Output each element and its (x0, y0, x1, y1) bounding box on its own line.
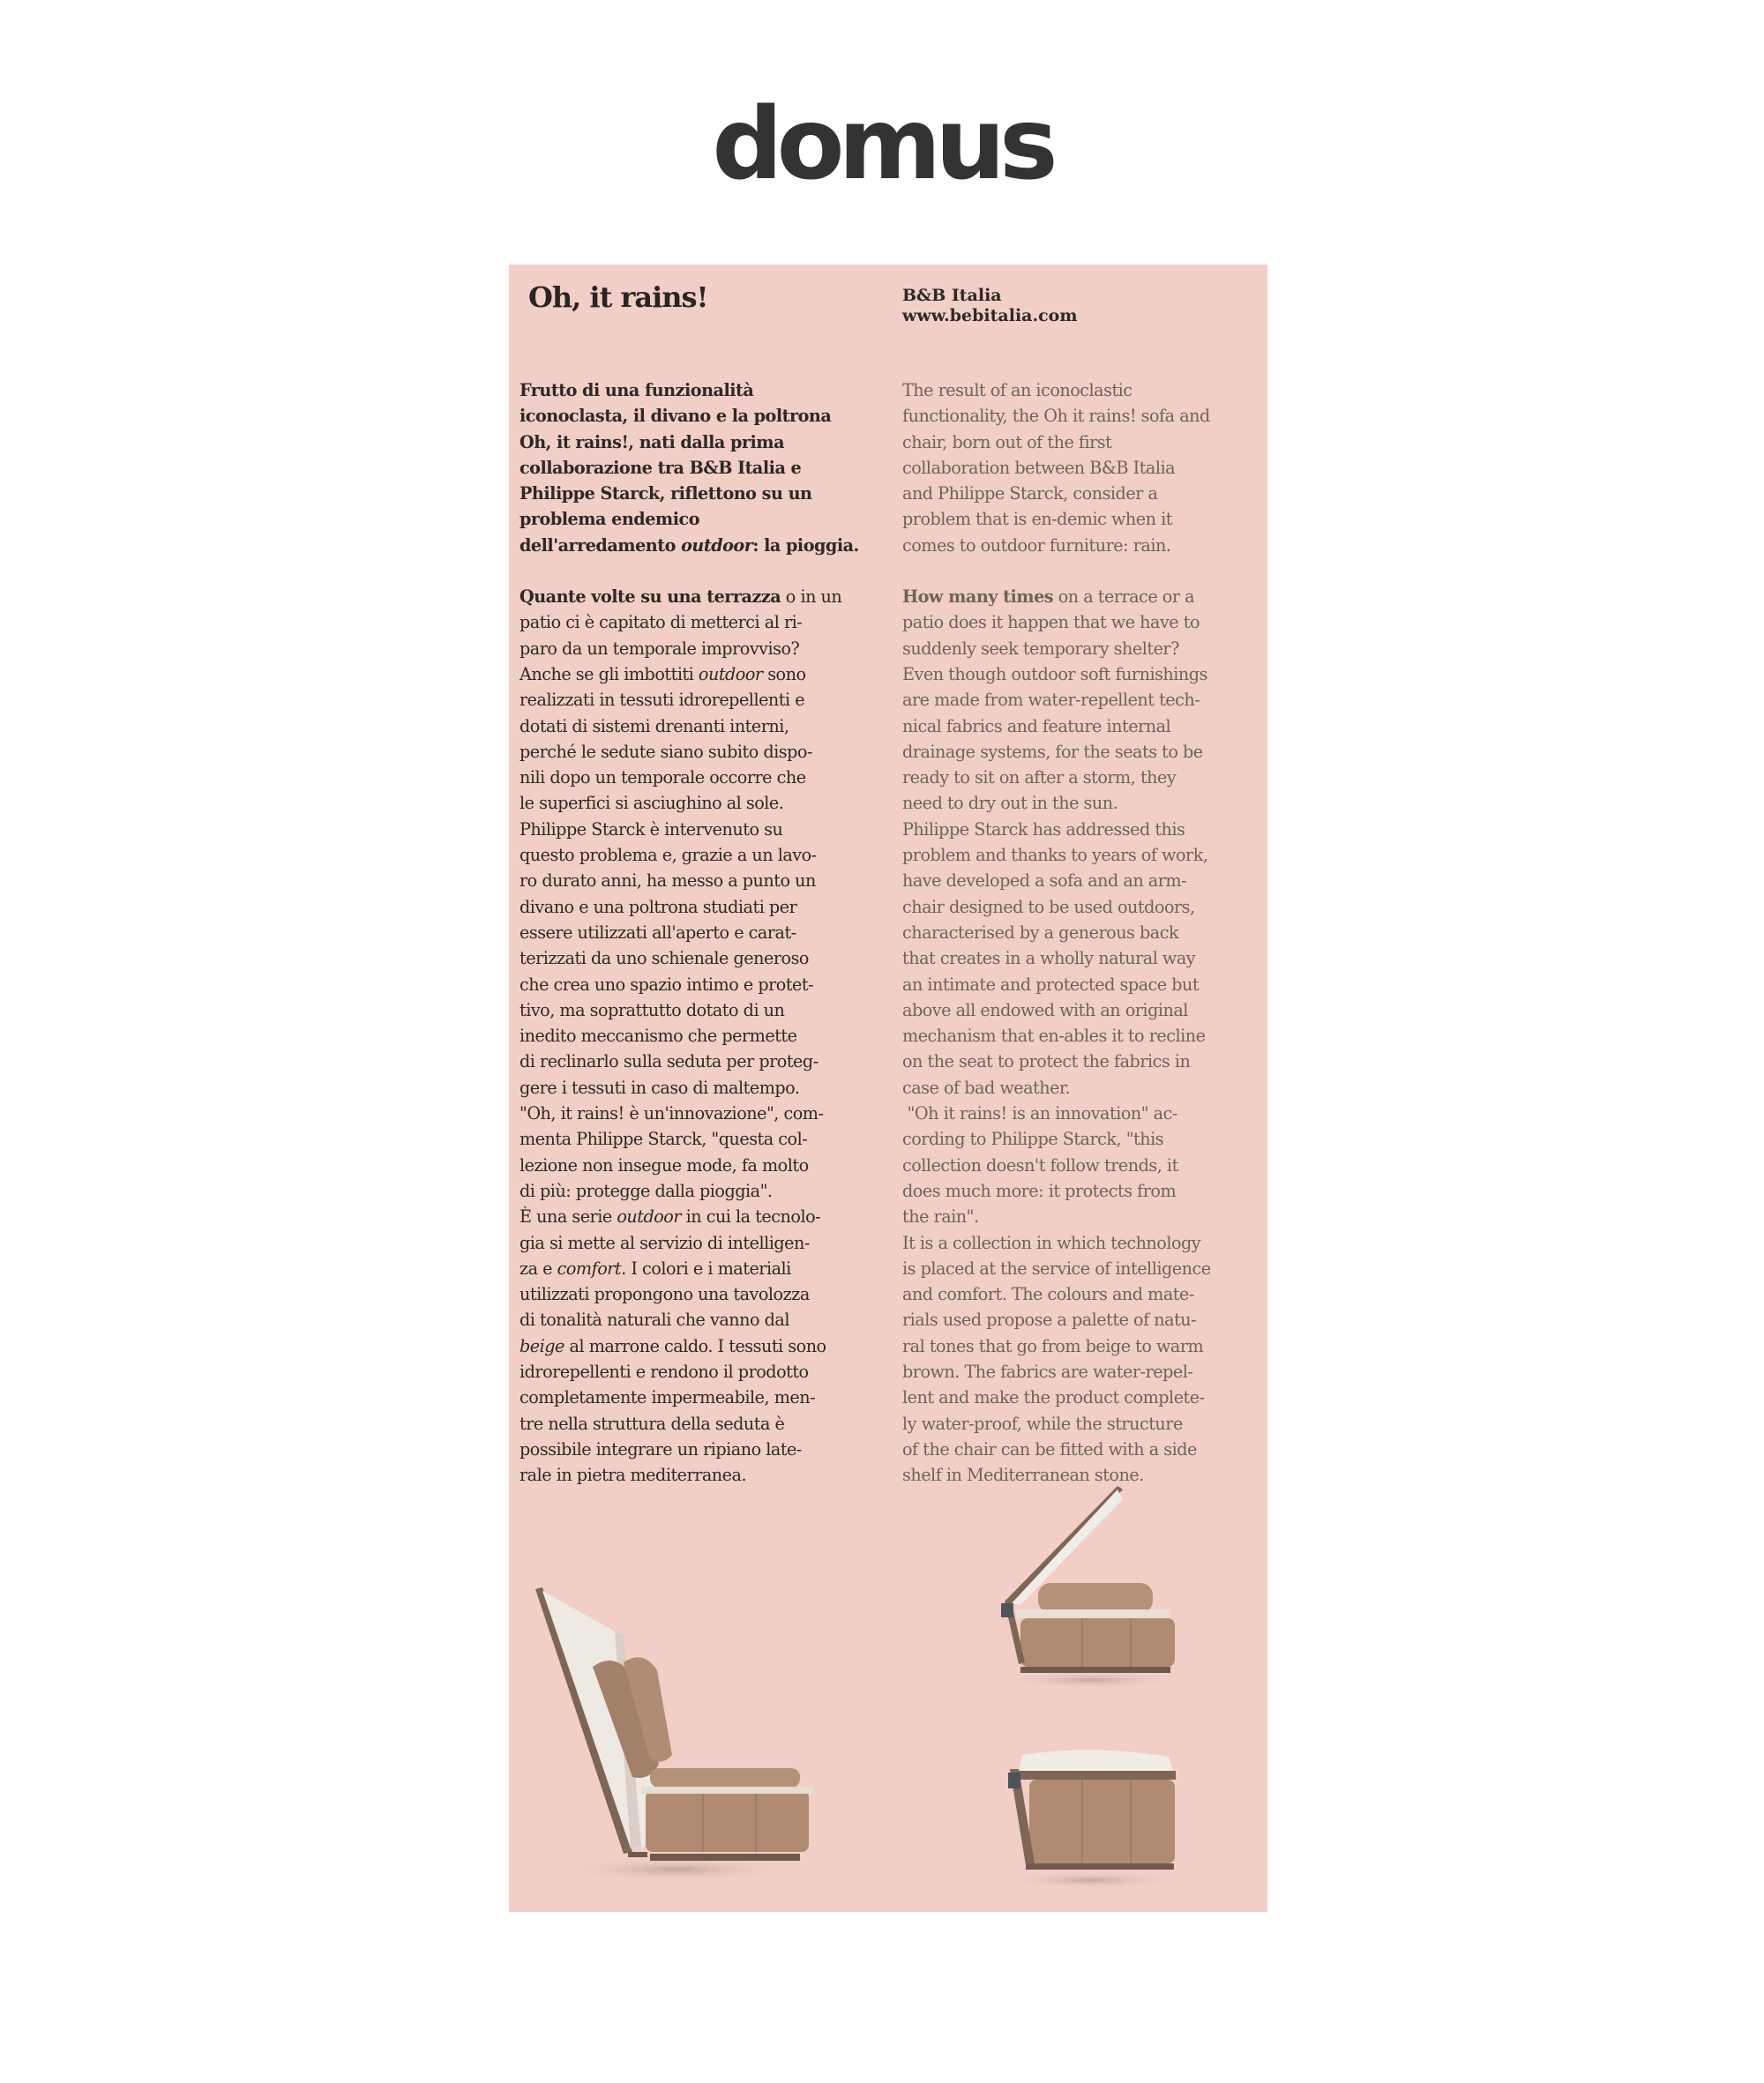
brand-credit (902, 286, 1077, 326)
article-panel (509, 265, 1267, 1912)
italian-body: Quante volte su una terrazza o in un patio ci è capitato di metterci al ri- paro da un temporale improvviso? Anche se gli imbottiti outdoor sono realizzati in tessuti idrorepellenti e dotati di sistemi drenanti interni, perché le sedute siano subito dispo- nili dopo un temporale occorre che le superfici si asciughino al sole. Philippe Starck è intervenuto su questo problema e, grazie a un lavo- ro durato anni, ha messo a punto un divano e una poltrona studiati per essere utilizzati all'aperto e carat- terizzati da uno schienale generoso che crea uno spazio intimo e protet- tivo, ma soprattutto dotato di un inedito meccanismo che permette di reclinarlo sulla seduta per proteg- gere i tessuti in caso di maltempo. "Oh, it rains! è un'innovazione", com- menta Philippe Starck, "questa col- lezione non insegue mode, fa molto di più: protegge dalla pioggia". È una serie outdoor in cui la tecnolo- gia si mette al servizio di intelligen- za e comfort. I colori e i materiali utilizzati propongono una tavolozza di tonalità naturali che vanno dal beige al marrone caldo. I tessuti sono idrorepellenti e rendono il prodotto completamente impermeabile, men- tre nella struttura della seduta è possibile integrare un ripiano late- rale in pietra mediterranea. (519, 586, 842, 1486)
italian-column (519, 377, 881, 1488)
chair-half-reclined-photo (985, 1482, 1197, 1693)
chair-upright-photo (527, 1579, 826, 1887)
italian-intro: Frutto di una funzionalità iconoclasta, il divano e la poltrona Oh, it rains!, nati dalla prima collaborazione tra B&B Italia e Philippe Starck, riflettono su un problema endemico dell'arredamento outdoor: la pioggia. (519, 380, 859, 556)
english-column (902, 377, 1264, 1488)
chair-reclined-photo (985, 1693, 1197, 1896)
english-intro: The result of an iconoclastic functionality, the Oh it rains! sofa and chair, born out of the first collaboration between B&B Italia and Philippe Starck, consider a problem that is en-demic when it comes to outdoor furniture: rain. (902, 380, 1210, 556)
brand-url[interactable]: www.bebitalia.com (902, 306, 1078, 325)
magazine-logo: domus (712, 87, 1052, 202)
english-body: How many times on a terrace or a patio does it happen that we have to suddenly seek temporary shelter? Even though outdoor soft furnishings are made from water-repellent tech- nical fabrics and feature internal drainage systems, for the seats to be ready to sit on after a storm, they need to dry out in the sun. Philippe Starck has addressed this problem and thanks to years of work, have developed a sofa and an arm- chair designed to be used outdoors, characterised by a generous back that creates in a wholly natural way an intimate and protected space but above all endowed with an original mechanism that en-ables it to recline on the seat to protect the fabrics in case of bad weather. "Oh it rains! is an innovation" ac- cording to Philippe Starck, "this collection doesn't follow trends, it does much more: it protects from the rain". It is a collection in which technology is placed at the service of intelligence and comfort. The colours and mate- rials used propose a palette of natu- ral tones that go from beige to warm brown. The fabrics are water-repel- lent and make the product complete- ly water-proof, while the structure of the chair can be fitted with a side shelf in Mediterranean stone. (902, 586, 1211, 1486)
article-title: Oh, it rains! (528, 280, 708, 314)
brand-name: B&B Italia (902, 286, 1002, 305)
